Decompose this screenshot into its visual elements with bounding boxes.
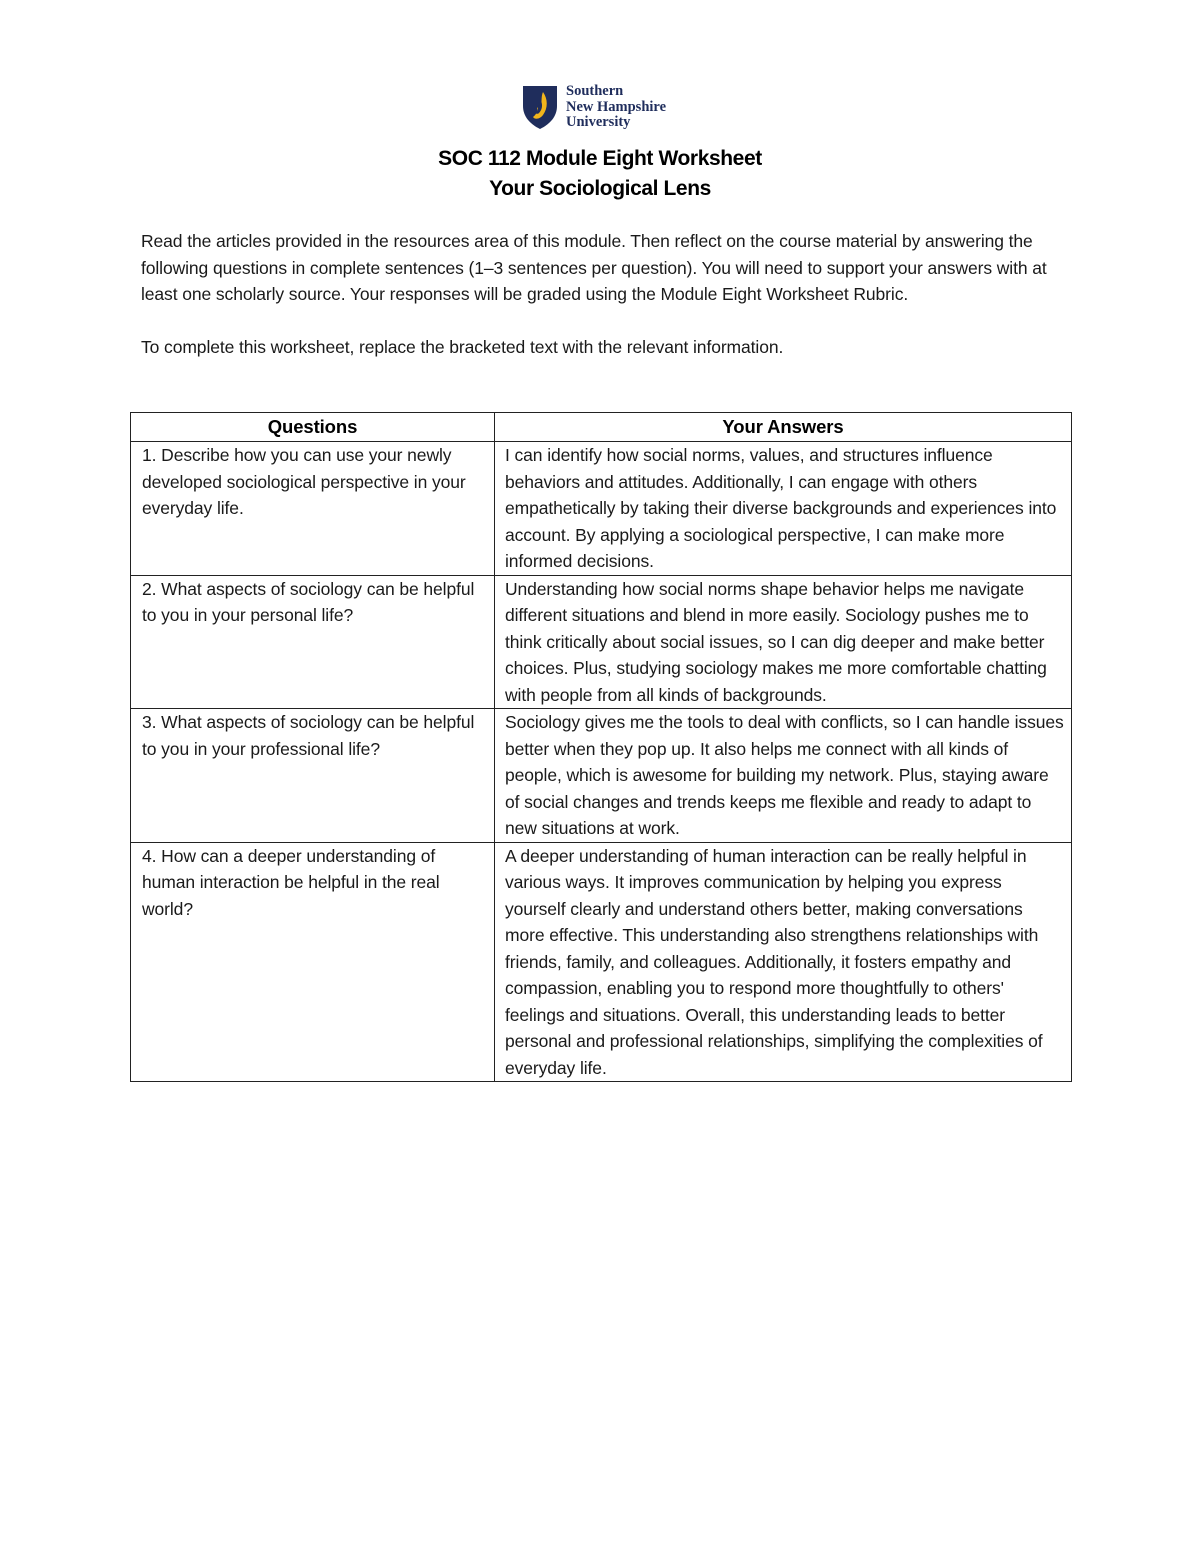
- shield-flame-icon: [521, 84, 559, 130]
- table-row: [131, 442, 1072, 576]
- university-logo: [521, 84, 691, 134]
- intro-section: [141, 228, 1081, 361]
- university-name: [566, 84, 696, 131]
- table-header-row: [131, 413, 1072, 442]
- answer-cell-3[interactable]: Sociology gives me the tools to deal with conflicts, so I can handle issues better when they pop up. It also helps me connect with all kinds of people, which is awesome for building my network. Plus, staying aware of social changes and trends keeps me flexible and ready to adapt to new situations at work.: [495, 709, 1072, 843]
- header-answers: Your Answers: [495, 413, 1072, 442]
- header-questions: Questions: [131, 413, 495, 442]
- question-cell-2: 2. What aspects of sociology can be helpful to you in your personal life?: [131, 575, 495, 709]
- logo-line-university: University: [566, 114, 631, 130]
- logo-line-new-hampshire: New Hampshire: [566, 98, 667, 115]
- table-row: [131, 575, 1072, 709]
- question-cell-3: 3. What aspects of sociology can be helpful to you in your professional life?: [131, 709, 495, 843]
- answer-cell-1[interactable]: I can identify how social norms, values, and structures influence behaviors and attitudes. Additionally, I can engage with others empathetically by taking their diverse backgrounds and experiences into account. By applying a sociological perspective, I can make more informed decisions.: [495, 442, 1072, 576]
- question-cell-1: 1. Describe how you can use your newly developed sociological perspective in your everyday life.: [131, 442, 495, 576]
- document-title: [0, 144, 1200, 204]
- instructions-paragraph: To complete this worksheet, replace the bracketed text with the relevant information.: [141, 337, 784, 358]
- answer-cell-2[interactable]: Understanding how social norms shape behavior helps me navigate different situations and blend in more easily. Sociology pushes me to think critically about social issues, so I can dig deeper and make better choices. Plus, studying sociology makes me more comfortable chatting with people from all kinds of backgrounds.: [495, 575, 1072, 709]
- title-subtitle: Your Sociological Lens: [489, 177, 711, 200]
- intro-paragraph: Read the articles provided in the resources area of this module. Then reflect on the course material by answering the following questions in complete sentences (1–3 sentences per question). You will need to support your answers with at least one scholarly source. Your responses will be graded using the Module Eight Worksheet Rubric.: [141, 231, 1047, 305]
- title-course: SOC 112 Module Eight Worksheet: [438, 147, 762, 170]
- logo-line-southern: Southern: [566, 83, 624, 99]
- answer-cell-4[interactable]: A deeper understanding of human interaction can be really helpful in various ways. It improves communication by helping you express yourself clearly and understand others better, making conversations more effective. This understanding also strengthens relationships with friends, family, and colleagues. Additionally, it fosters empathy and compassion, enabling you to respond more thoughtfully to others' feelings and situations. Overall, this understanding leads to better personal and professional relationships, simplifying the complexities of everyday life.: [495, 842, 1072, 1082]
- worksheet-table: [130, 412, 1072, 1082]
- question-cell-4: 4. How can a deeper understanding of human interaction be helpful in the real world?: [131, 842, 495, 1082]
- table-row: [131, 842, 1072, 1082]
- table-row: [131, 709, 1072, 843]
